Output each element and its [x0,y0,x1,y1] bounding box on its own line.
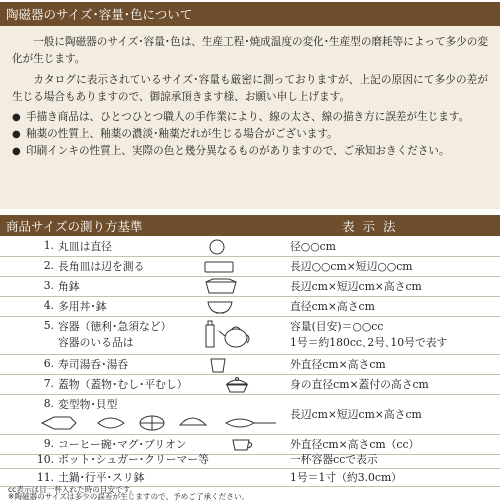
row-item-line: 容器（徳利･急須など） [58,320,172,333]
row-item: 多用丼･鉢 [58,300,107,313]
table-row [0,451,500,469]
round-plate-icon [208,239,226,255]
row-display: 径○○cm [290,240,336,253]
row-item: 土鍋･行平･スリ鉢 [58,471,145,484]
row-item: 長角皿は辺を測る [58,260,145,273]
notice-bullets [12,109,488,160]
notice-bullet: ● 釉薬の性質上、釉薬の濃淡･釉薬だれが生じる場合がございます。 [12,126,488,143]
row-display: 長辺cm×短辺cm×高さcm [290,408,422,421]
row-item: ポット･シュガー･クリーマー等 [58,453,209,466]
section-title: 陶磁器のサイズ･容量･色について [6,7,193,22]
shaped-dish-icon [40,413,280,433]
row-item: コーヒー碗･マグ･ブリオン [58,438,187,451]
footnote: cc表示は目一杯入れた時の目安です。 [8,485,138,494]
footnote: ※陶磁器のサイズは多少の誤差が生じますので、予めご了承ください。 [8,492,250,500]
bowl-icon [206,299,234,315]
row-display-line: 1号＝約180cc､2号､10号で表す [290,336,448,349]
row-item: 変型物･貝型 [58,398,118,411]
table-row [0,355,500,375]
display-method-title: 表示法 [342,218,404,234]
row-item: 寿司湯呑･湯呑 [58,358,129,371]
row-item: 丸皿は直径 [58,240,112,253]
teapot-icon [202,319,252,351]
rectangular-plate-icon [204,260,234,274]
notice-bullet: ● 手描き商品は、ひとつひとつ職人の手作業により、線の太さ、線の描き方に誤差が生じます。 [12,109,488,126]
row-item-line: 容器のいる品は [58,336,134,349]
row-display: 長辺○○cm×短辺○○cm [290,260,413,273]
row-number: 9. [43,437,54,450]
table-row [0,375,500,395]
row-number: 7. [43,377,54,390]
row-display: 身の直径cm×蓋付の高さcm [290,378,429,391]
footnotes [8,486,249,500]
section-title-ceramics-notes [0,2,500,26]
row-number: 6. [43,357,54,370]
notice-paragraph-2: カタログに表示されているサイズ･容量も厳密に測っておりますが、上記の原因にて多少の差が生じる場合もありますので、御諒承頂きます様、お願い申し上げます。 [12,74,488,103]
square-bowl-icon [203,278,239,296]
row-item: 角鉢 [58,280,80,293]
teacup-icon [208,357,228,374]
notice-bullet: ● 印刷インキの性質上、実際の色と幾分異なるものがありますので、ご承知おきください。 [12,143,488,160]
row-display: 一杯容器ccで表示 [290,453,378,466]
notice-box [0,26,500,209]
row-display: 外直径cm×高さcm（cc） [290,438,420,451]
lidded-bowl-icon [224,376,250,394]
row-number: 8. [43,397,54,410]
row-number: 11. [36,471,54,484]
row-display-line: 容量(目安)＝○○cc [290,320,384,333]
row-display [290,319,447,351]
table-row [0,317,500,355]
table-row [0,395,500,435]
size-standards-title: 商品サイズの測り方基準 [6,218,143,234]
row-display: 1号＝1寸（約3.0cm） [290,471,402,484]
row-number: 5. [43,319,54,332]
table-row [0,257,500,277]
table-row [0,297,500,317]
row-display: 外直径cm×高さcm [290,358,386,371]
table-row [0,277,500,297]
section-title-size-standards [0,215,500,236]
row-number: 3. [43,279,54,292]
table-row [0,237,500,257]
row-number: 4. [43,299,54,312]
row-item [58,319,171,351]
row-display: 長辺cm×短辺cm×高さcm [290,280,422,293]
row-number: 2. [43,259,54,272]
row-item: 蓋物（蓋物･むし･平むし） [58,378,188,391]
row-number: 1. [43,239,54,252]
row-display: 直径cm×高さcm [290,300,375,313]
notice-paragraph-1: 一般に陶磁器のサイズ･容量･色は、生産工程･焼成温度の変化･生産型の磨耗等によって多少の変化が生じます。 [12,36,488,65]
row-number: 10. [36,453,54,466]
